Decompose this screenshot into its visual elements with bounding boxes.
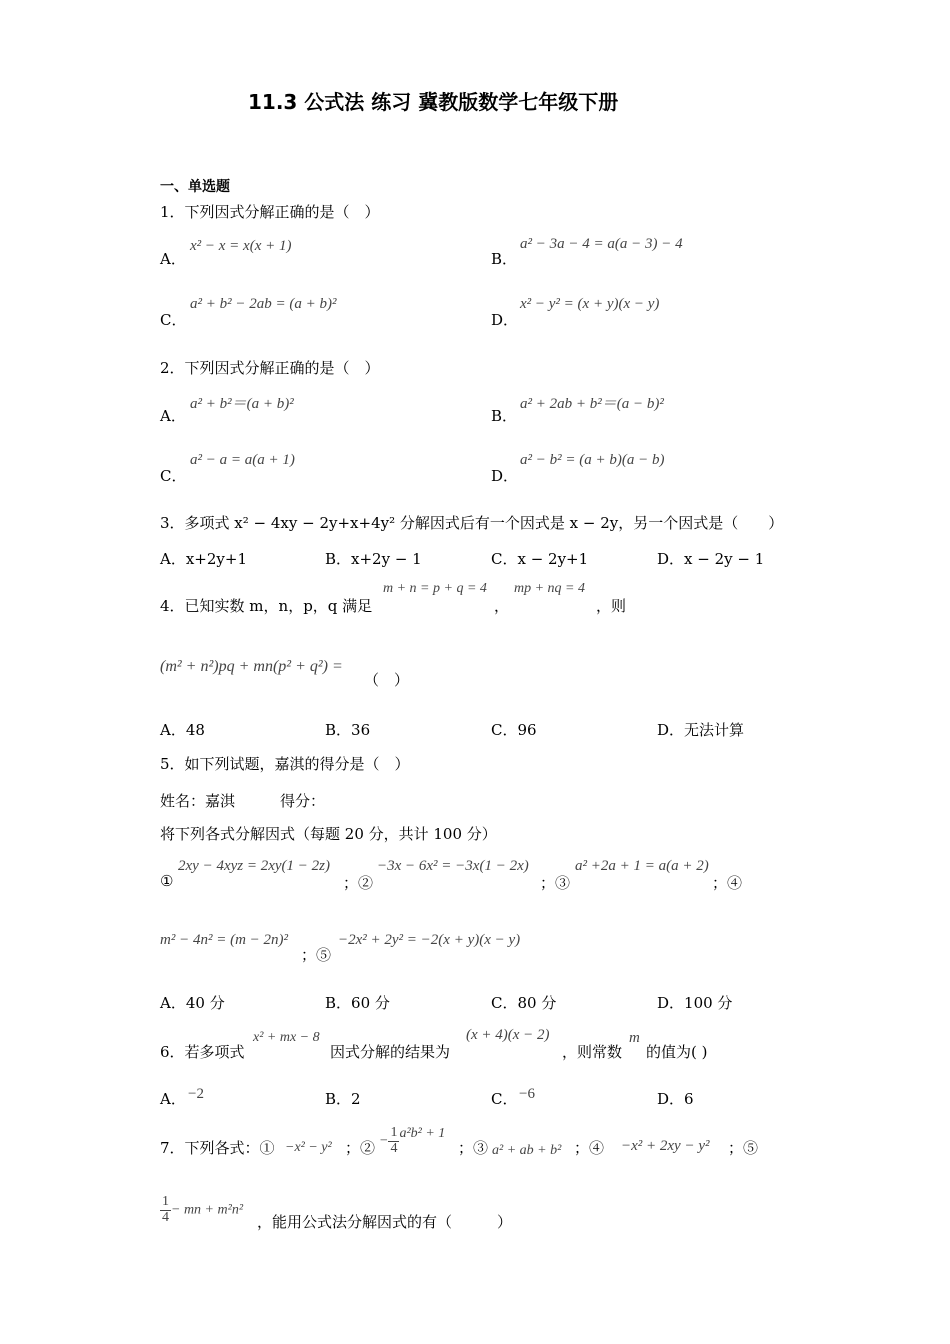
- q7-fraction-numerator: 1: [390, 1125, 398, 1140]
- q7-expr-5-rest: − mn + m²n²: [171, 1202, 244, 1218]
- q1-option-d-math: x² − y² = (x + y)(x − y): [520, 296, 660, 312]
- q6-option-c-label: C．: [491, 1090, 518, 1108]
- q7-fraction-denominator: 4: [390, 1140, 398, 1156]
- q6-option-c-value: −6: [519, 1086, 535, 1102]
- question-3-stem: 3．多项式 x² − 4xy − 2y+x+4y² 分解因式后有一个因式是 x − 2y，另一个因式是（ ）: [160, 514, 784, 532]
- q4-comma: ，: [494, 597, 510, 615]
- q7-expr-2: [379, 1126, 445, 1156]
- q2-option-b-math: a² + 2ab + b²＝(a − b)²: [520, 396, 664, 412]
- q5-expr-1: 2xy − 4xyz = 2xy(1 − 2z): [178, 858, 330, 874]
- q6-option-b: B．2: [325, 1090, 361, 1108]
- q2-option-c-label: C．: [160, 467, 187, 485]
- q7-fraction: [388, 1126, 399, 1156]
- q5-expr-4: m² − 4n² = (m − 2n)²: [160, 932, 289, 948]
- q1-option-d-label: D．: [491, 311, 519, 329]
- q1-option-c-label: C．: [160, 311, 187, 329]
- q5-sep-3: ；③: [540, 874, 571, 892]
- q4-condition-1: m + n = p + q = 4: [383, 581, 487, 596]
- q4-option-b: B．36: [325, 721, 371, 739]
- q2-option-a-label: A．: [160, 407, 186, 425]
- question-7-part-1: 7．下列各式：①: [160, 1139, 275, 1157]
- q7-expr-3: a² + ab + b²: [492, 1143, 562, 1158]
- q4-then: ，则: [596, 597, 627, 615]
- q1-option-a-math: x² − x = x(x + 1): [190, 238, 292, 254]
- question-6-part-3: ，则常数: [562, 1043, 623, 1061]
- q5-expr-5: −2x² + 2y² = −2(x + y)(x − y): [338, 932, 521, 948]
- q7-sep-5: ；⑤: [728, 1139, 759, 1157]
- q4-option-a: A．48: [160, 721, 205, 739]
- q6-option-a-value: −2: [188, 1086, 204, 1102]
- q5-option-b: B．60 分: [325, 994, 390, 1012]
- q3-option-a: A．x+2y+1: [160, 550, 247, 568]
- q7-sep-3: ；③: [458, 1139, 489, 1157]
- page-title: 11.3 公式法 练习 冀教版数学七年级下册: [248, 90, 619, 114]
- q4-expression: (m² + n²)pq + mn(p² + q²) =: [160, 658, 343, 675]
- question-6-part-1: 6．若多项式: [160, 1043, 245, 1061]
- q4-option-d: D．无法计算: [657, 721, 745, 739]
- q5-expr-2: −3x − 6x² = −3x(1 − 2x): [377, 858, 529, 874]
- q5-option-c: C．80 分: [491, 994, 557, 1012]
- q2-option-d-label: D．: [491, 467, 519, 485]
- question-2-stem: 2．下列因式分解正确的是（ ）: [160, 359, 380, 377]
- q2-option-b-label: B．: [491, 407, 518, 425]
- question-6-part-2: 因式分解的结果为: [330, 1043, 451, 1061]
- q6-option-a-label: A．: [160, 1090, 186, 1108]
- q5-sep-4: ；④: [712, 874, 743, 892]
- q1-option-c-math: a² + b² − 2ab = (a + b)²: [190, 296, 337, 312]
- q4-answer-blank: （ ）: [364, 671, 410, 689]
- q7-expr-5: [160, 1195, 243, 1225]
- question-5-stem: 5．如下列试题，嘉淇的得分是（ ）: [160, 755, 410, 773]
- q5-option-a: A．40 分: [160, 994, 225, 1012]
- q7-expr-5-numerator: 1: [162, 1194, 169, 1209]
- q6-option-d: D．6: [657, 1090, 694, 1108]
- q5-sep-5: ；⑤: [301, 946, 332, 964]
- question-1-stem: 1．下列因式分解正确的是（ ）: [160, 203, 380, 221]
- q7-expr-1: −x² − y²: [285, 1140, 332, 1155]
- q2-option-d-math: a² − b² = (a + b)(a − b): [520, 452, 665, 468]
- q7-sep-2: ；②: [345, 1139, 376, 1157]
- q7-expr-5-denominator: 4: [162, 1209, 169, 1225]
- q6-variable-m: m: [629, 1030, 640, 1046]
- q3-option-c: C．x − 2y+1: [491, 550, 589, 568]
- q7-expr-2-sign: −: [379, 1133, 389, 1149]
- q2-option-a-math: a² + b²＝(a + b)²: [190, 396, 294, 412]
- q7-expr-5-fraction: [160, 1195, 171, 1225]
- q1-option-b-label: B．: [491, 250, 518, 268]
- q1-option-b-math: a² − 3a − 4 = a(a − 3) − 4: [520, 236, 683, 252]
- q5-marker-1: ①: [160, 872, 174, 890]
- q3-option-b: B．x+2y − 1: [325, 550, 422, 568]
- q2-option-c-math: a² − a = a(a + 1): [190, 452, 295, 468]
- q7-expr-2-rest: a²b² + 1: [399, 1126, 446, 1141]
- q6-polynomial: x² + mx − 8: [253, 1030, 320, 1045]
- section-title: 一、单选题: [160, 179, 230, 195]
- q5-expr-3: a² +2a + 1 = a(a + 2): [575, 858, 709, 874]
- q3-option-d: D．x − 2y − 1: [657, 550, 765, 568]
- q5-option-d: D．100 分: [657, 994, 733, 1012]
- q7-sep-4: ；④: [574, 1139, 605, 1157]
- question-7-tail: ，能用公式法分解因式的有（ ）: [257, 1213, 513, 1231]
- q5-instruction: 将下列各式分解因式（每题 20 分，共计 100 分）: [160, 825, 497, 843]
- question-6-part-4: 的值为( ): [646, 1043, 708, 1061]
- question-4-stem: 4．已知实数 m，n，p，q 满足: [160, 597, 373, 615]
- q5-name-line: 姓名：嘉淇 得分：: [160, 792, 326, 810]
- q6-result: (x + 4)(x − 2): [466, 1027, 550, 1043]
- q5-sep-2: ；②: [343, 874, 374, 892]
- q4-condition-2: mp + nq = 4: [514, 581, 586, 596]
- q4-option-c: C．96: [491, 721, 537, 739]
- q7-expr-4: −x² + 2xy − y²: [621, 1138, 710, 1154]
- q1-option-a-label: A．: [160, 250, 186, 268]
